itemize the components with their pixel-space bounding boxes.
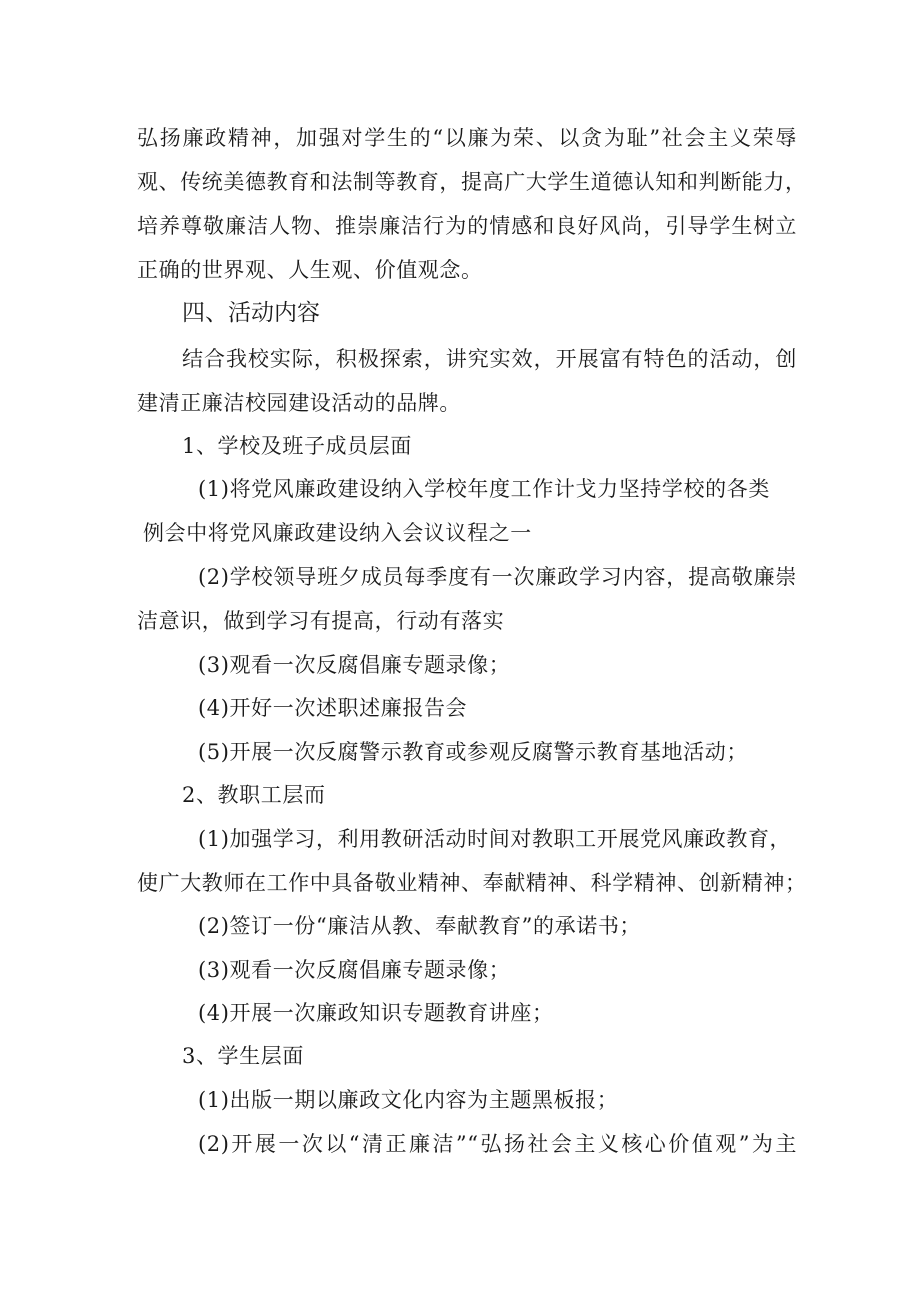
- list-item-line: (1)加强学习，利用教研活动时间对教职工开展党风廉政教育，: [198, 827, 792, 851]
- intro-line-2: 观、传统美德教育和法制等教育，提高广大学生道德认知和判断能力，: [137, 170, 807, 194]
- list-item: (4)开好一次述职述廉报告会: [198, 696, 468, 720]
- subsection-title-3: 3、学生层面: [182, 1044, 304, 1068]
- list-item: (2)签订一份“廉洁从教、奉献教育”的承诺书；: [198, 914, 642, 938]
- subsection-title-1: 1、学校及班子成员层面: [182, 434, 412, 458]
- list-item-line: 使广大教师在工作中具备敬业精神、奉献精神、科学精神、创新精神；: [137, 871, 807, 895]
- list-item-line: (1)将党风廉政建设纳入学校年度工作计戈力坚持学校的各类: [198, 477, 770, 501]
- list-item-line: 洁意识，做到学习有提高，行动有落实: [137, 609, 505, 633]
- section-heading: 四、活动内容: [182, 300, 320, 326]
- list-item: (5)开展一次反腐警示教育或参观反腐警示教育基地活动；: [198, 740, 748, 764]
- list-item-line: (2)开展一次以“清正廉洁”“弘扬社会主义核心价值观”为主: [198, 1132, 797, 1156]
- intro-line-4: 正确的世界观、人生观、价值观念。: [137, 258, 483, 282]
- list-item: (3)观看一次反腐倡廉专题录像；: [198, 653, 511, 677]
- paragraph-line: 建清正廉洁校园建设活动的品牌。: [137, 391, 461, 415]
- paragraph-line: 结合我校实际，积极探索，讲究实效，开展富有特色的活动，创: [182, 347, 797, 371]
- list-item: (4)开展一次廉政知识专题教育讲座；: [198, 1001, 554, 1025]
- list-item-line: (2)学校领导班夕成员每季度有一次廉政学习内容，提高敬廉崇: [198, 565, 797, 589]
- intro-line-3: 培养尊敬廉洁人物、推崇廉洁行为的情感和良好风尚，引导学生树立: [137, 214, 797, 238]
- subsection-title-2: 2、教职工层而: [182, 783, 326, 807]
- intro-line-1: 弘扬廉政精神，加强对学生的“以廉为荣、以贪为耻”社会主义荣辱: [137, 126, 797, 150]
- list-item-line: 例会中将党风廉政建设纳入会议议程之一: [143, 521, 532, 545]
- list-item: (1)出版一期以廉政文化内容为主题黑板报；: [198, 1088, 619, 1112]
- list-item: (3)观看一次反腐倡廉专题录像；: [198, 958, 511, 982]
